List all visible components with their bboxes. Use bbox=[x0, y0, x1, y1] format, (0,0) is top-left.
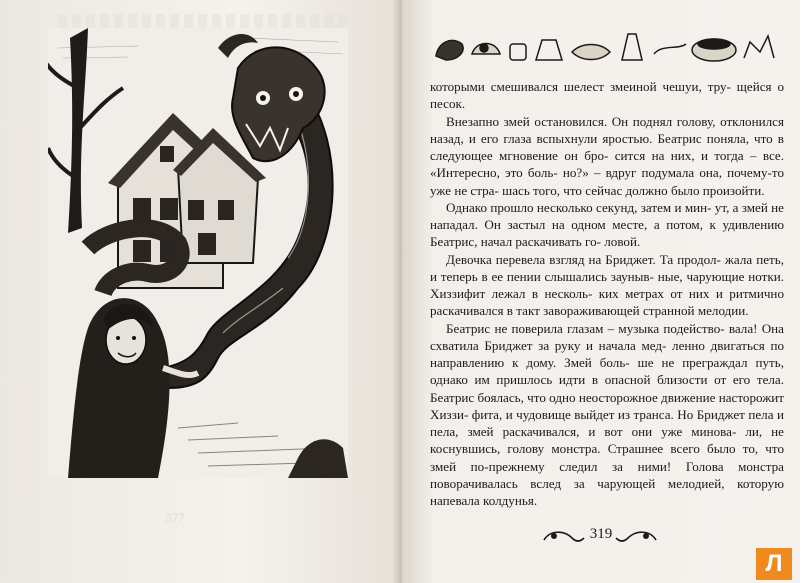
header-ornament-icon bbox=[432, 22, 777, 66]
body-text bbox=[430, 78, 784, 509]
watermark-badge bbox=[756, 548, 792, 580]
page-number: 319 bbox=[589, 526, 613, 542]
paragraph: которыми смешивался шелест змеиной чешуи, тру- щейся о песок. bbox=[430, 79, 784, 112]
serpent-illustration bbox=[48, 28, 348, 478]
paragraph: Беатрис не поверила глазам – музыка подейство- вала! Она схватила Бриджет за руку и начала мед- ленно двигаться по направлению к дому. Змей боль- ше не преграждал путь, однако им пришлось идти в опасной близости от его тела. Беатрис боялась, что одно неосторожное движение насторожит Хиззи- фита, и чудовище выйдет из транса. Но Бриджет пела и пела, змей раскачивался, и вот они уже минова- ли, не коснувшись, голову монстра. Страшнее всего было то, что змей по-прежнему следил за ними! Голова монстра поворачивалась вслед за чарующей мелодией, которую напевала колдунья. bbox=[430, 320, 784, 508]
paragraph: Внезапно змей остановился. Он поднял голову, отклонился назад, и его глаза вспыхнули яростью. Беатрис поняла, что в следующее мгновение он бро- сится на них, и тогда – все. «Интересно, это боль- но?» – вдруг подумала она, почему-то уже не стра- шась того, что сейчас должно было произойти. bbox=[430, 113, 784, 198]
paragraph: Однако прошло несколько секунд, затем и мин- ут, а змей не нападал. Он застыл на одном месте, а потом, к удивлению Беатрис, начал раскачивать го- ловой. bbox=[430, 199, 784, 250]
left-page-number: 377 bbox=[165, 510, 185, 525]
badge-letter: Л bbox=[765, 550, 783, 577]
page-folio bbox=[540, 522, 660, 550]
paragraph: Девочка перевела взгляд на Бриджет. Та продол- жала петь, и теперь в ее пении слышались зауныв- ные, чарующие нотки. Хиззифит лежал в несколь- ких метрах от них и ритмично раскачивался в такт завораживающей странной мелодии. bbox=[430, 251, 784, 319]
